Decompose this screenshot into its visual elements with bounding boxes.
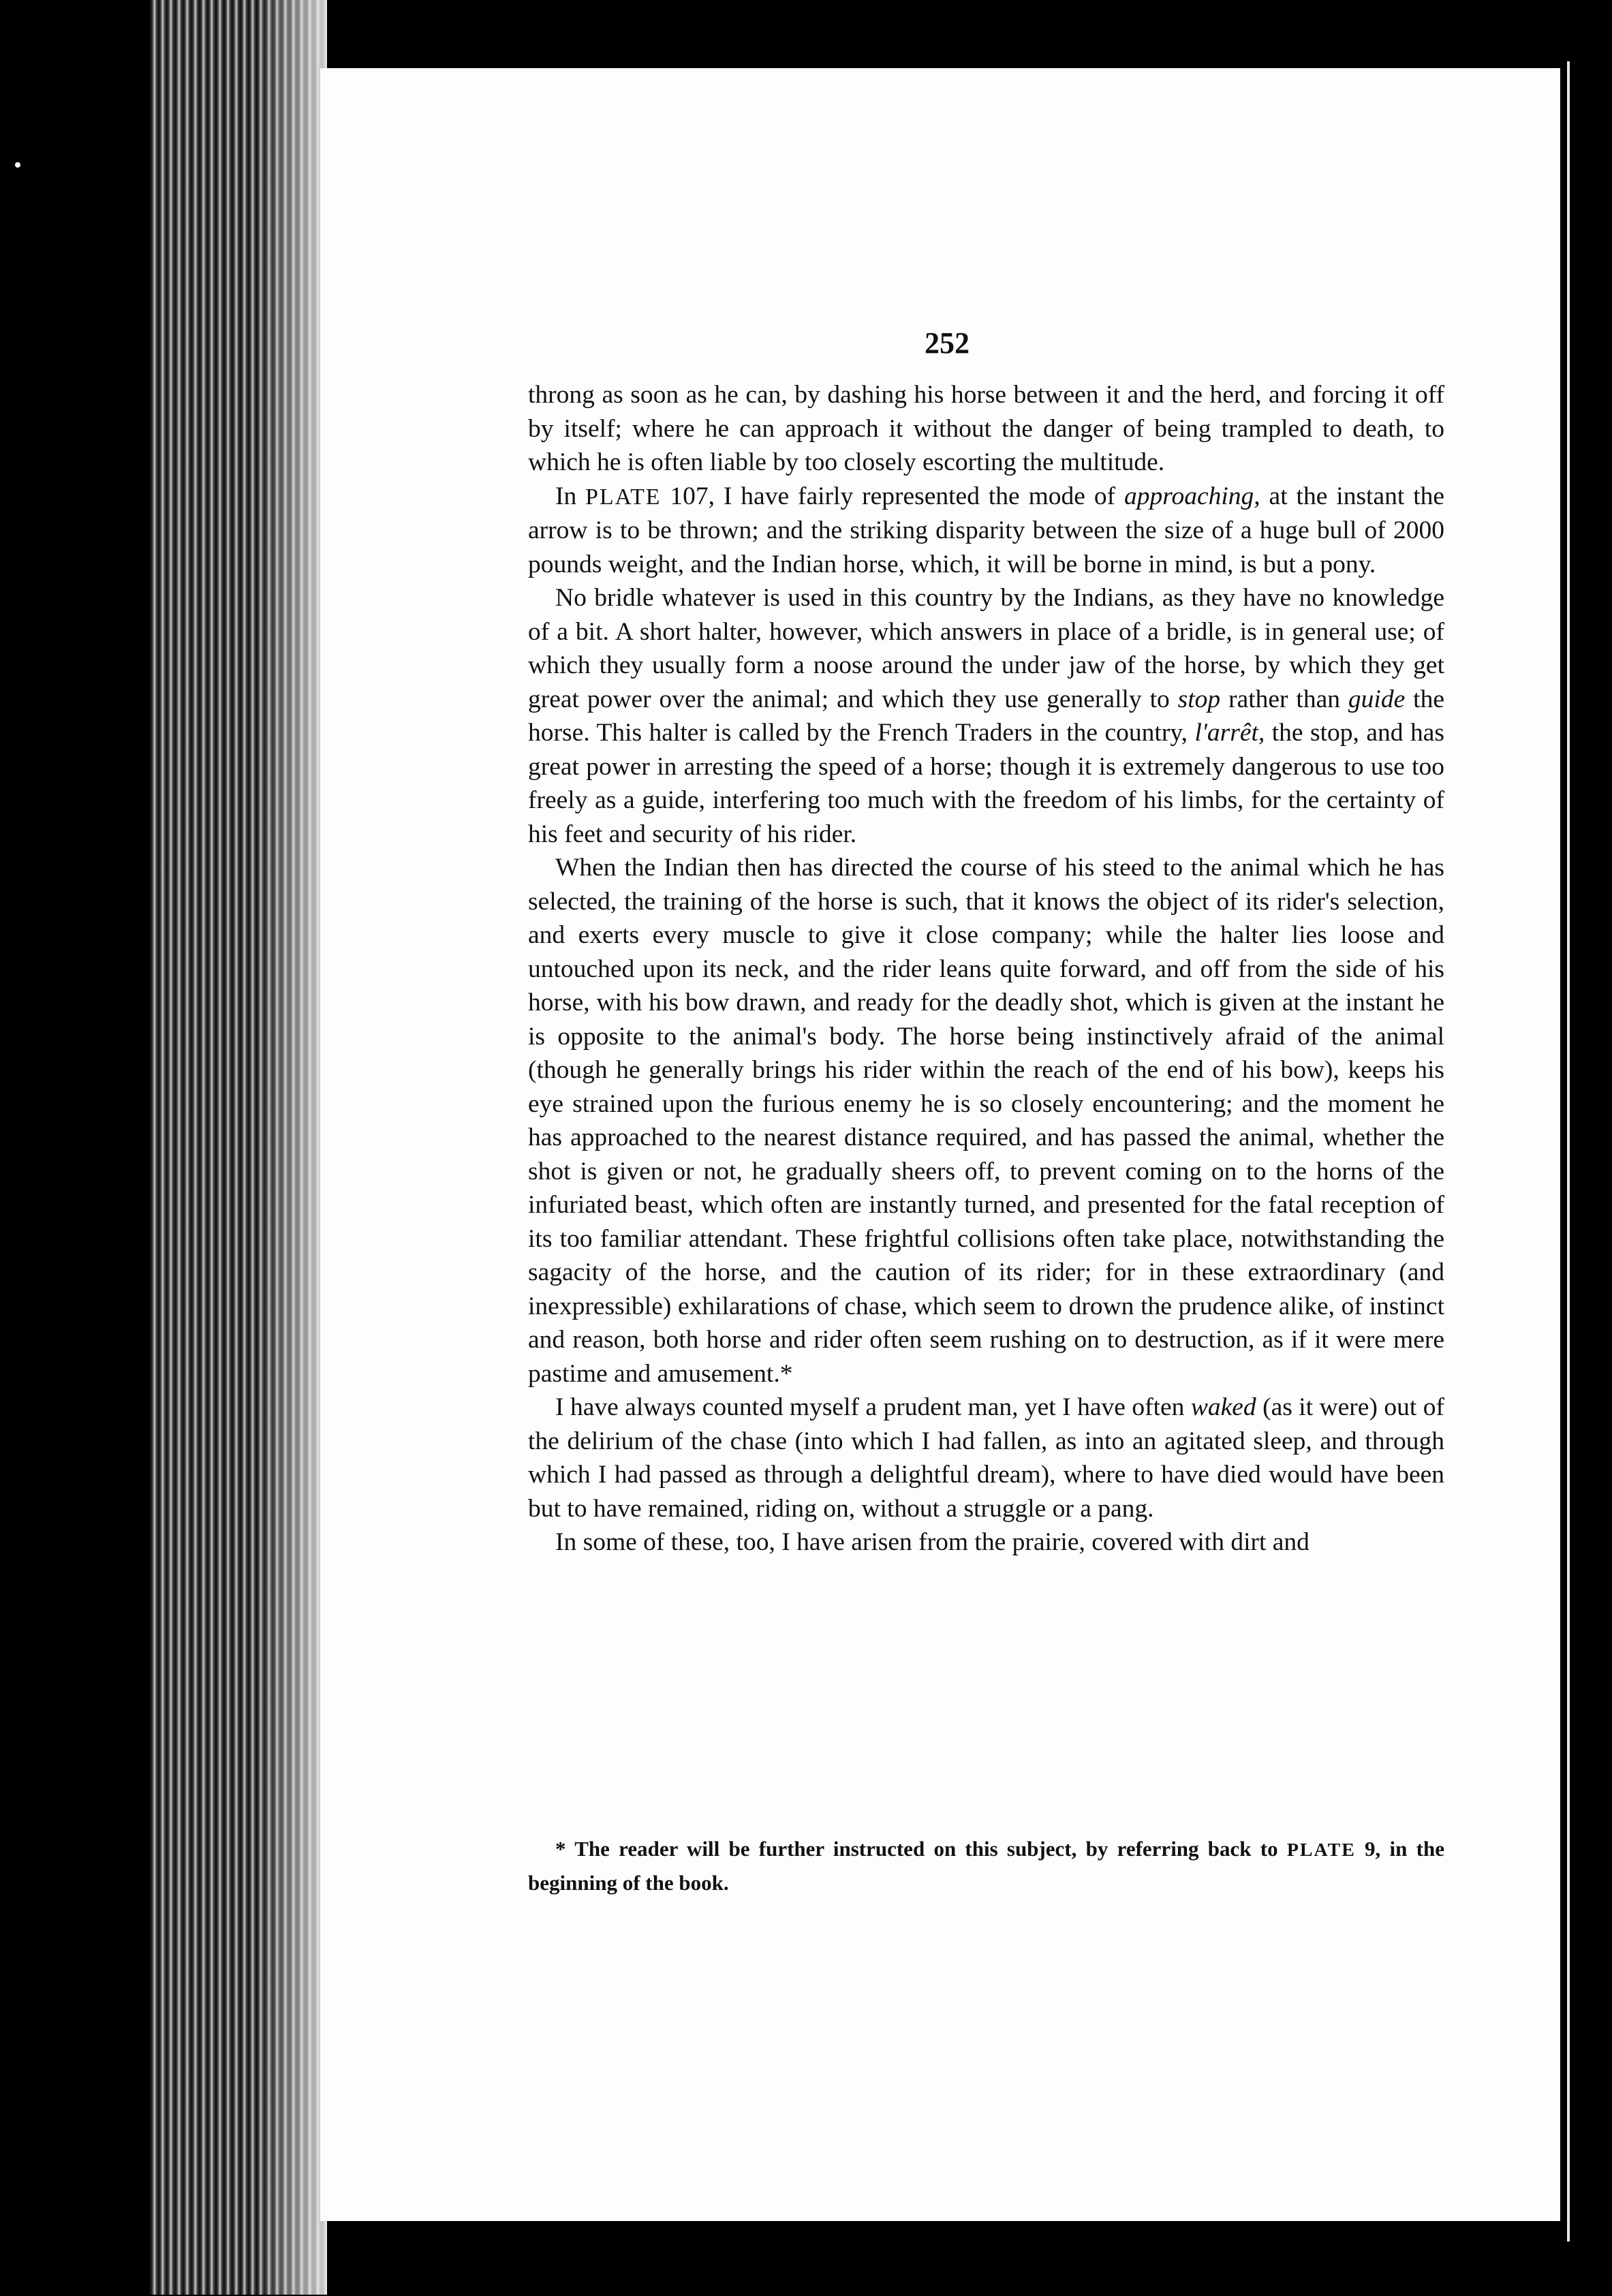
right-edge-line	[1567, 61, 1570, 2241]
paragraph-6: In some of these, too, I have arisen from the prairie, covered with dirt and	[555, 1528, 1309, 1556]
plate-ref: PLATE	[1286, 1840, 1356, 1861]
scan-speck	[15, 162, 20, 168]
paragraph-3: No bridle whatever is used in this country by the Indians, as they have no knowledge of a bit. A short halter, however, which answers in place of a bridle, is in general use; of which they usually form a noose around the under jaw of the horse, by which they get great power over the animal; and which they use generally to stop rather than guide the horse. This halter is called by the French Traders in the country, l'arrêt, the stop, and has great power in arresting the speed of a horse; though it is extremely dangerous to use too freely as a guide, interfering too much with the freedom of his limbs, for the certainty of his feet and security of his rider.	[528, 584, 1444, 848]
paragraph-5: I have always counted myself a prudent man, yet I have often waked (as it were) out of the delirium of the chase (into which I had fallen, as into an agitated sleep, and through which I had passed as through a delightful dream), where to have died would have been but to have remained, riding on, without a struggle or a pang.	[528, 1393, 1444, 1523]
paragraph-4: When the Indian then has directed the course of his steed to the animal which he has selected, the training of the horse is such, that it knows the object of its rider's selection, and exerts every muscle to give it close company; while the halter lies loose and untouched upon its neck, and the rider leans quite forward, and off from the side of his horse, with his bow drawn, and ready for the deadly shot, which is given at the instant he is opposite to the animal's body. The horse being instinctively afraid of the animal (though he generally brings his rider within the reach of the end of his bow), keeps his eye strained upon the furious enemy he is so closely encountering; and the moment he has approached to the nearest distance required, and has passed the animal, whether the shot is given or not, he gradually sheers off, to prevent coming on to the horns of the infuriated beast, which often are instantly turned, and presented for the fatal reception of its too familiar attendant. These frightful collisions often take place, notwithstanding the sagacity of the horse, and the caution of its rider; for in these extraordinary (and inexpressible) exhilarations of chase, which seem to drown the prudence alike, of instinct and reason, both horse and rider often seem rushing on to destruction, as if it were mere pastime and amusement.*	[528, 854, 1444, 1388]
plate-ref: PLATE	[585, 484, 662, 510]
book-page	[320, 68, 1574, 2221]
gutter-shadow	[259, 0, 327, 2295]
body-text	[528, 378, 1444, 1560]
paragraph-1: throng as soon as he can, by dashing his horse between it and the herd, and forcing it off by itself; where he can approach it without the danger of being trampled to death, to which he is often liable by too closely escorting the multitude.	[528, 381, 1444, 476]
footnote: * The reader will be further instructed on this subject, by referring back to PLATE 9, in the beginning of the book.	[528, 1837, 1444, 1895]
paragraph-2: In PLATE 107, I have fairly represented the mode of approaching, at the instant the arrow is to be thrown; and the striking disparity between the size of a huge bull of 2000 pounds weight, and the Indian horse, which, it will be borne in mind, is but a pony.	[528, 482, 1445, 578]
page-number: 252	[925, 326, 970, 360]
